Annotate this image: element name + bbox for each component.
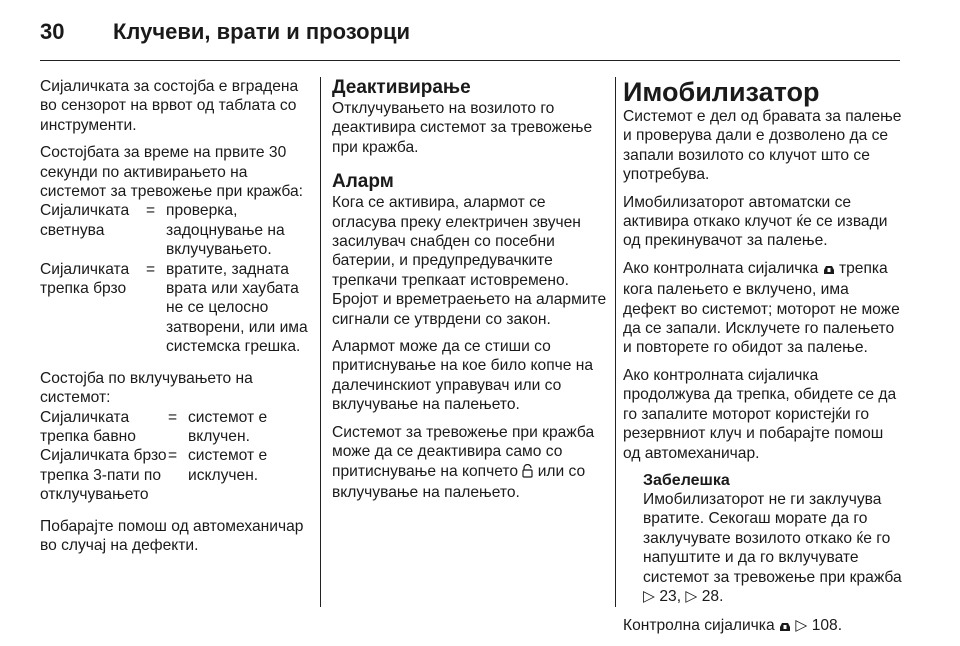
heading-alarm: Аларм bbox=[332, 171, 394, 193]
paragraph-text: Контролна сијаличка bbox=[623, 617, 775, 635]
status-table-activation bbox=[40, 201, 316, 356]
paragraph-control-indicator bbox=[623, 616, 905, 637]
table-key: Сијаличката трепка брзо bbox=[40, 260, 130, 298]
table-row bbox=[40, 260, 316, 357]
note-body: Имобилизаторот не ги заклучува вратите. Секогаш морате да го заклучувате возилото откако ќе го напуштите и да го вклучувате системот за тревожење при кражба bbox=[643, 490, 902, 586]
paragraph-text: трепка кога палењето е вклучено, има дефект во системот; моторот не може да се запали. Исклучете го палењето и повторете го обидот за палење. bbox=[623, 259, 900, 357]
paragraph-alarm-deactivate bbox=[332, 423, 607, 503]
table-equals: = bbox=[168, 408, 178, 426]
table-value: вратите, задната врата или хаубата не се целосно затворени, или има системска грешка. bbox=[166, 260, 308, 356]
page-number: 30 bbox=[40, 19, 65, 44]
note-text bbox=[643, 490, 905, 606]
paragraph-immobiliser-spare-key: Ако контролната сијаличка продолжува да трепка, обидете се да го запалите моторот користејќи го резервниот клуч и побарајте помош од автомеханичар. bbox=[623, 366, 897, 462]
table-equals: = bbox=[146, 202, 156, 220]
paragraph-immobiliser-fault bbox=[623, 259, 905, 358]
table-equals: = bbox=[146, 260, 156, 278]
unlock-icon bbox=[522, 464, 533, 483]
heading-deactivation: Деактивирање bbox=[332, 77, 471, 98]
arrow-ref-icon: ▷ bbox=[643, 587, 655, 605]
table-key: Сијаличката светнува bbox=[40, 202, 130, 239]
paragraph-text: Системот за тревожење при кражба може да се деактивира само со притиснување на копчето bbox=[332, 423, 595, 480]
page-title: Клучеви, врати и прозорци bbox=[113, 19, 411, 44]
status-table-after bbox=[40, 408, 316, 505]
table-value: системот е исклучен. bbox=[188, 447, 268, 484]
table-row bbox=[40, 408, 316, 447]
column-2 bbox=[332, 77, 607, 510]
paragraph-status-first-30s: Состојбата за време на првите 30 секунди по активирањето на системот за тревожење при кражба: bbox=[40, 144, 304, 201]
car-key-lock-icon bbox=[823, 261, 835, 280]
paragraph-indicator-location: Сијаличката за состојба е вградена во сензорот на врвот од таблата со инструменти. bbox=[40, 78, 299, 134]
paragraph-seek-help: Побарајте помош од автомеханичар во случај на дефекти. bbox=[40, 517, 304, 554]
table-value: проверка, задоцнување на вклучувањето. bbox=[166, 202, 285, 259]
column-3 bbox=[623, 77, 905, 646]
paragraph-status-after-activation: Состојба по вклучувањето на системот: bbox=[40, 369, 253, 407]
table-value: системот е вклучен. bbox=[188, 408, 268, 445]
arrow-ref-icon: ▷ bbox=[795, 617, 808, 635]
table-key: Сијаличката трепка бавно bbox=[40, 408, 136, 445]
note-box bbox=[623, 471, 905, 606]
table-key: Сијаличката брзо трепка 3-пати по отклучувањето bbox=[40, 447, 167, 504]
paragraph-alarm: Кога се активира, алармот се огласува преку електричен звучен засилувач снабден со посебни батерии, и предупредувачките трепкачи трепкаат истовремено. Бројот и времетраењето на алармите сигнали се утврдени со закон. bbox=[332, 194, 607, 328]
column-1 bbox=[40, 77, 316, 563]
arrow-ref-icon: ▷ bbox=[685, 587, 698, 605]
heading-immobiliser: Имобилизатор bbox=[623, 77, 820, 107]
page-reference[interactable]: 108. bbox=[811, 617, 843, 635]
paragraph-alarm-silence: Алармот може да се стиши со притиснување на кое било копче на далечинскиот управувач или со вклучување на палењето. bbox=[332, 338, 594, 414]
note-title: Забелешка bbox=[643, 471, 730, 489]
paragraph-immobiliser-auto: Имобилизаторот автоматски се активира откако клучот ќе се извади од прекинувачот за палење. bbox=[623, 193, 888, 250]
car-key-lock-icon bbox=[779, 618, 791, 637]
page-reference[interactable]: 28. bbox=[701, 587, 724, 605]
table-row bbox=[40, 446, 316, 504]
table-equals: = bbox=[168, 447, 178, 465]
header-divider bbox=[40, 60, 900, 61]
paragraph-text: Ако контролната сијаличка bbox=[623, 259, 819, 277]
column-divider-2 bbox=[615, 77, 616, 607]
page-reference[interactable]: 23, bbox=[659, 587, 682, 605]
column-divider-1 bbox=[320, 77, 321, 607]
table-row bbox=[40, 201, 316, 259]
paragraph-text: или со вклучување на палењето. bbox=[332, 462, 586, 501]
paragraph-deactivation: Отклучувањето на возилото го деактивира системот за тревожење при кражба. bbox=[332, 100, 593, 156]
paragraph-immobiliser-intro: Системот е дел од бравата за палење и проверува дали е дозволено да се запали возилото со клучот што се употребува. bbox=[623, 108, 902, 184]
